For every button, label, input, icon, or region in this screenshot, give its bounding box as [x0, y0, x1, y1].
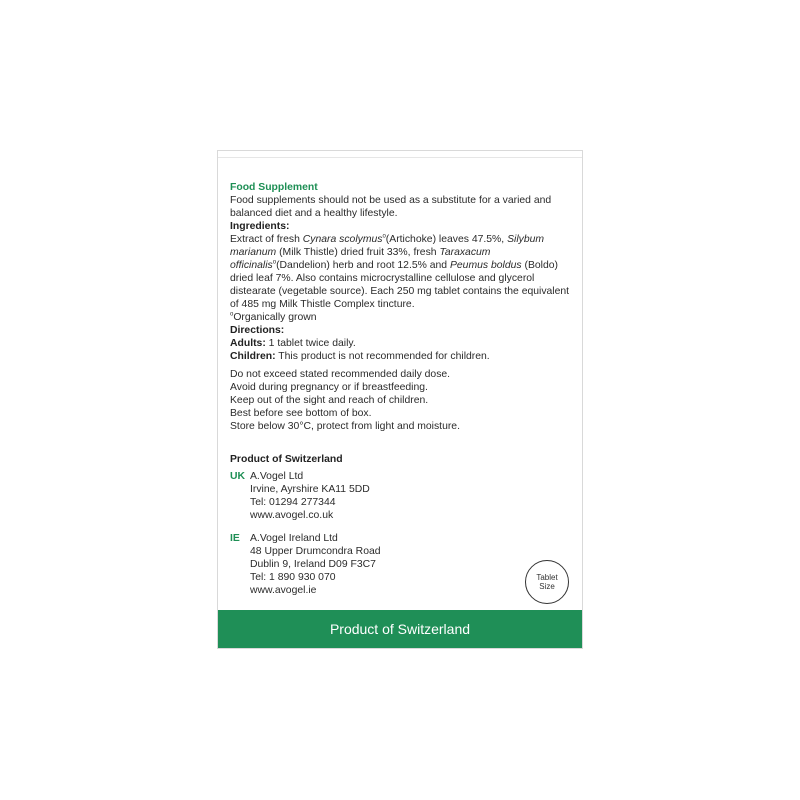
address-line: 48 Upper Drumcondra Road [250, 546, 381, 557]
tablet-size-circle [525, 560, 569, 604]
tablet-size-line: Size [539, 582, 555, 591]
warning-line: Store below 30°C, protect from light and moisture. [230, 421, 460, 432]
ingredients-part: (Boldo) dried leaf 7%. Also contains microcrystalline cellulose and glycerol distearate (vegetable source). Each 250 mg tablet contains the equivalent of 485 mg Milk Thistle Complex tincture. [230, 260, 570, 310]
address-line: A.Vogel Ltd [250, 471, 304, 482]
ingredients-title: Ingredients: [230, 221, 290, 232]
organic-mark: o [382, 233, 386, 240]
ingredient-peumus: Peumus boldus [449, 260, 522, 271]
warning-line: Avoid during pregnancy or if breastfeeding. [230, 382, 428, 393]
ingredients-text [230, 233, 570, 311]
address-line: Tel: 01294 277344 [250, 497, 336, 508]
children-text: This product is not recommended for children. [275, 351, 490, 362]
address-line: Dublin 9, Ireland D09 F3C7 [250, 559, 376, 570]
ingredient-cynara: Cynara scolymus [302, 234, 383, 245]
ingredients-part: (Artichoke) leaves 47.5%, [385, 234, 508, 245]
product-of-heading: Product of Switzerland [230, 454, 343, 465]
adults-directions [230, 337, 570, 350]
label-panel [217, 150, 583, 649]
footer-text: Product of Switzerland [329, 621, 471, 637]
footer-bar [218, 610, 582, 648]
children-label: Children: [230, 351, 276, 362]
ie-address [230, 532, 570, 597]
ingredients-part: (Milk Thistle) dried fruit 33%, fresh [276, 247, 440, 258]
adults-label: Adults: [230, 338, 266, 349]
directions-title: Directions: [230, 325, 285, 336]
warning-line: Keep out of the sight and reach of children. [230, 395, 429, 406]
address-line: Irvine, Ayrshire KA11 5DD [250, 484, 370, 495]
food-supplement-title: Food Supplement [230, 182, 318, 193]
ingredient-silybum: Silybum marianum [230, 234, 545, 258]
adults-text: 1 tablet twice daily. [265, 338, 356, 349]
ingredients-part: Extract of fresh [230, 234, 303, 245]
tablet-size-line: Tablet [536, 573, 558, 582]
warning-line: Do not exceed stated recommended daily dose. [230, 369, 451, 380]
ingredients-part: (Dandelion) herb and root 12.5% and [276, 260, 450, 271]
address-line: A.Vogel Ireland Ltd [250, 533, 338, 544]
address-line: www.avogel.co.uk [250, 510, 334, 521]
food-supplement-text: Food supplements should not be used as a substitute for a varied and balanced diet and a healthy lifestyle. [230, 195, 552, 219]
uk-code: UK [230, 471, 246, 482]
ie-code: IE [230, 533, 240, 544]
address-line: www.avogel.ie [250, 585, 317, 596]
children-directions [230, 350, 570, 363]
organic-note [230, 311, 570, 324]
organic-note-text: Organically grown [233, 312, 317, 323]
label-content [230, 181, 570, 597]
address-line: Tel: 1 890 930 070 [250, 572, 336, 583]
organic-mark: o [230, 311, 234, 318]
uk-address [230, 470, 570, 522]
organic-mark: o [272, 259, 277, 266]
ingredient-taraxacum: Taraxacum officinalis [230, 247, 491, 271]
top-stripe [218, 151, 582, 158]
warning-line: Best before see bottom of box. [230, 408, 372, 419]
